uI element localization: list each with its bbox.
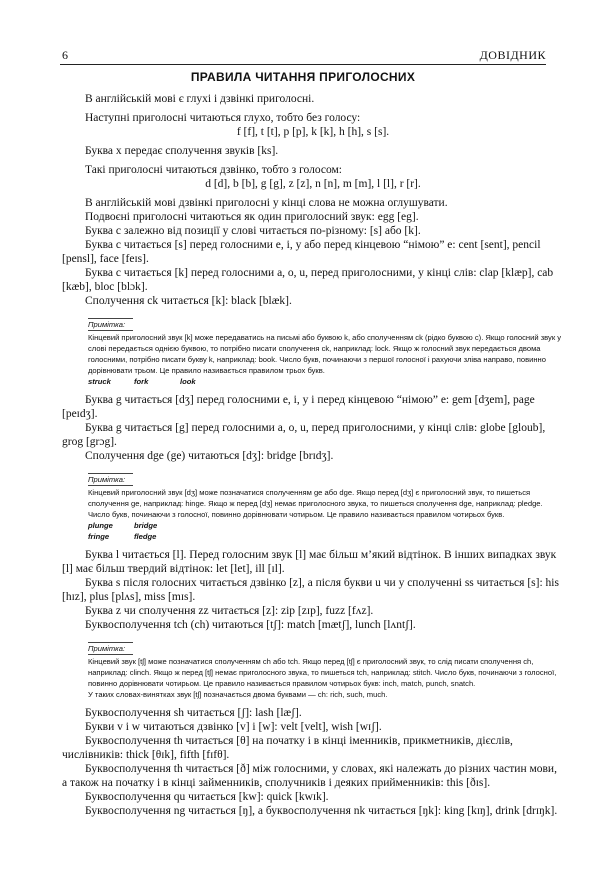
note-heading: Примітка: [88,318,133,331]
paragraph: Буква c читається [k] перед голосними a, o, u, перед приголосними, у кінці слів: clap [klæp], cab [kæb], bloc [blɔk]. [62,267,554,293]
example-word: bridge [134,521,158,530]
note-examples [88,376,564,387]
note-heading: Примітка: [88,473,133,486]
paragraph: Сполучення dge (ge) читаються [dʒ]: bridge [brɪdʒ]. [85,450,334,462]
paragraph: Буква c читається [s] перед голосними e, i, y або перед кінцевою “німою” e: cent [sent], pencil [pensl], face [feɪs]. [62,239,541,265]
paragraph: Буквосполучення sh читається [ʃ]: lash [læʃ]. [85,707,302,719]
paragraph: Буквосполучення ng читається [ŋ], а буквосполучення nk читається [ŋk]: king [kɪŋ], drink [drɪŋk]. [85,805,558,817]
note-text: Кінцевий звук [tʃ] може позначатися сполученням ch або tch. Якщо перед [tʃ] є приголосний звук, то слід писати сполучення ch, наприклад: clinch. Якщо ж перед [tʃ] немає приголосного звука, то пишеться tch, наприклад: stitch. Число букв, починаючи з голосної, повинно дорівнювати чотирьом. Це правило називається правилом чотирьох букв: inch, match, punch, snatch. [88,657,557,688]
example-word: plunge [88,521,113,530]
paragraph: В англійській мові є глухі і дзвінкі приголосні. [85,93,315,105]
example-word: fork [134,377,149,386]
paragraph: Подвоєні приголосні читаються як один приголосний звук: egg [eg]. [85,211,419,223]
paragraph: Буквосполучення tch (ch) читаються [tʃ]: match [mætʃ], lunch [lʌntʃ]. [85,619,416,631]
note-text: Кінцевий приголосний звук [k] може передаватись на письмі або буквою k, або сполученням ck (рідко буквою c). Якщо голосний звук у слові передається однією буквою, то потрібно писати сполучення ck, наприклад: lock. Якщо ж голосний звук передається двома голосними, потрібно писати букву k, наприклад: book. Число букв, починаючи з першої голосної і рахуючи зліва направо, повинно дорівнювати трьом. Це правило називається правилом трьох букв. [88,333,562,375]
note-box [88,473,564,542]
note-text: Кінцевий приголосний звук [dʒ] може позначатися сполученням ge або dge. Якщо перед [dʒ] є приголосний звук, то пишеться сполучення ge, наприклад: hinge. Якщо ж перед [dʒ] немає приголосного звука, то пишеться сполучення dge, наприклад: pledge. Число букв, починаючи з голосної, повинно дорівнювати чотирьом. Це правило називається правилом чотирьох букв. [88,488,543,519]
example-word: look [180,377,196,386]
paragraph: Буква s після голосних читається дзвінко [z], а після букви u чи у сполученні ss читається [s]: his [hɪz], plus [plʌs], miss [mɪs]. [62,577,559,603]
example-word: struck [88,377,111,386]
paragraph: Наступні приголосні читаються глухо, тобто без голосу: [85,112,361,124]
note-examples [88,531,564,542]
paragraph: Буква g читається [g] перед голосними a, o, u, перед приголосними, у кінці слів: globe [gloub], grog [grɔg]. [62,422,546,448]
paragraph: Буква l читається [l]. Перед голосним звук [l] має більш м’який відтінок. В інших випадках звук [l] має більш твердий відтінок: let [let], ill [ɪl]. [62,549,557,575]
example-word: fledge [134,532,157,541]
main-content [62,92,564,818]
paragraph: Букви v і w читаються дзвінко [v] і [w]: velt [velt], wish [wɪʃ]. [85,721,382,733]
note-text-extra: У таких словах-винятках звук [tʃ] позначається двома буквами — ch: rich, such, much. [88,690,388,699]
section-title: ПРАВИЛА ЧИТАННЯ ПРИГОЛОСНИХ [190,70,416,84]
example-word: fringe [88,532,110,541]
paragraph: Такі приголосні читаються дзвінко, тобто з голосом: [85,164,342,176]
page-number: 6 [62,48,68,62]
paragraph: Буквосполучення th читається [θ] на початку і в кінці іменників, прикметників, дієслів, числівників: thick [θɪk], fifth [fɪfθ]. [62,735,513,761]
paragraph: Буква x передає сполучення звуків [ks]. [85,145,279,157]
paragraph: В англійській мові дзвінкі приголосні у кінці слова не можна оглушувати. [85,197,448,209]
running-title: ДОВІДНИК [479,48,546,62]
paragraph: Буква z чи сполучення zz читається [z]: zip [zɪp], fuzz [fʌz]. [85,605,374,617]
consonant-list-voiceless: f [f], t [t], p [p], k [k], h [h], s [s]. [236,126,390,138]
page-header [60,48,546,65]
paragraph: Буквосполучення qu читається [kw]: quick [kwɪk]. [85,791,329,803]
note-box [88,318,564,387]
paragraph: Буквосполучення th читається [ð] між голосними, у словах, які належать до різних частин мови, а також на початку і в кінці займенників, сполучників і деяких прийменників: this [ðɪs]. [62,763,557,789]
paragraph: Буква g читається [dʒ] перед голосними e, i, y і перед кінцевою “німою” e: gem [dʒem], page [peɪdʒ]. [62,394,535,420]
note-examples [88,520,564,531]
consonant-list-voiced: d [d], b [b], g [g], z [z], n [n], m [m], l [l], r [r]. [205,178,421,190]
note-box [88,642,564,700]
note-heading: Примітка: [88,642,133,655]
paragraph: Сполучення ck читається [k]: black [blæk]. [85,295,292,307]
paragraph: Буква c залежно від позиції у слові читається по-різному: [s] або [k]. [85,225,421,237]
